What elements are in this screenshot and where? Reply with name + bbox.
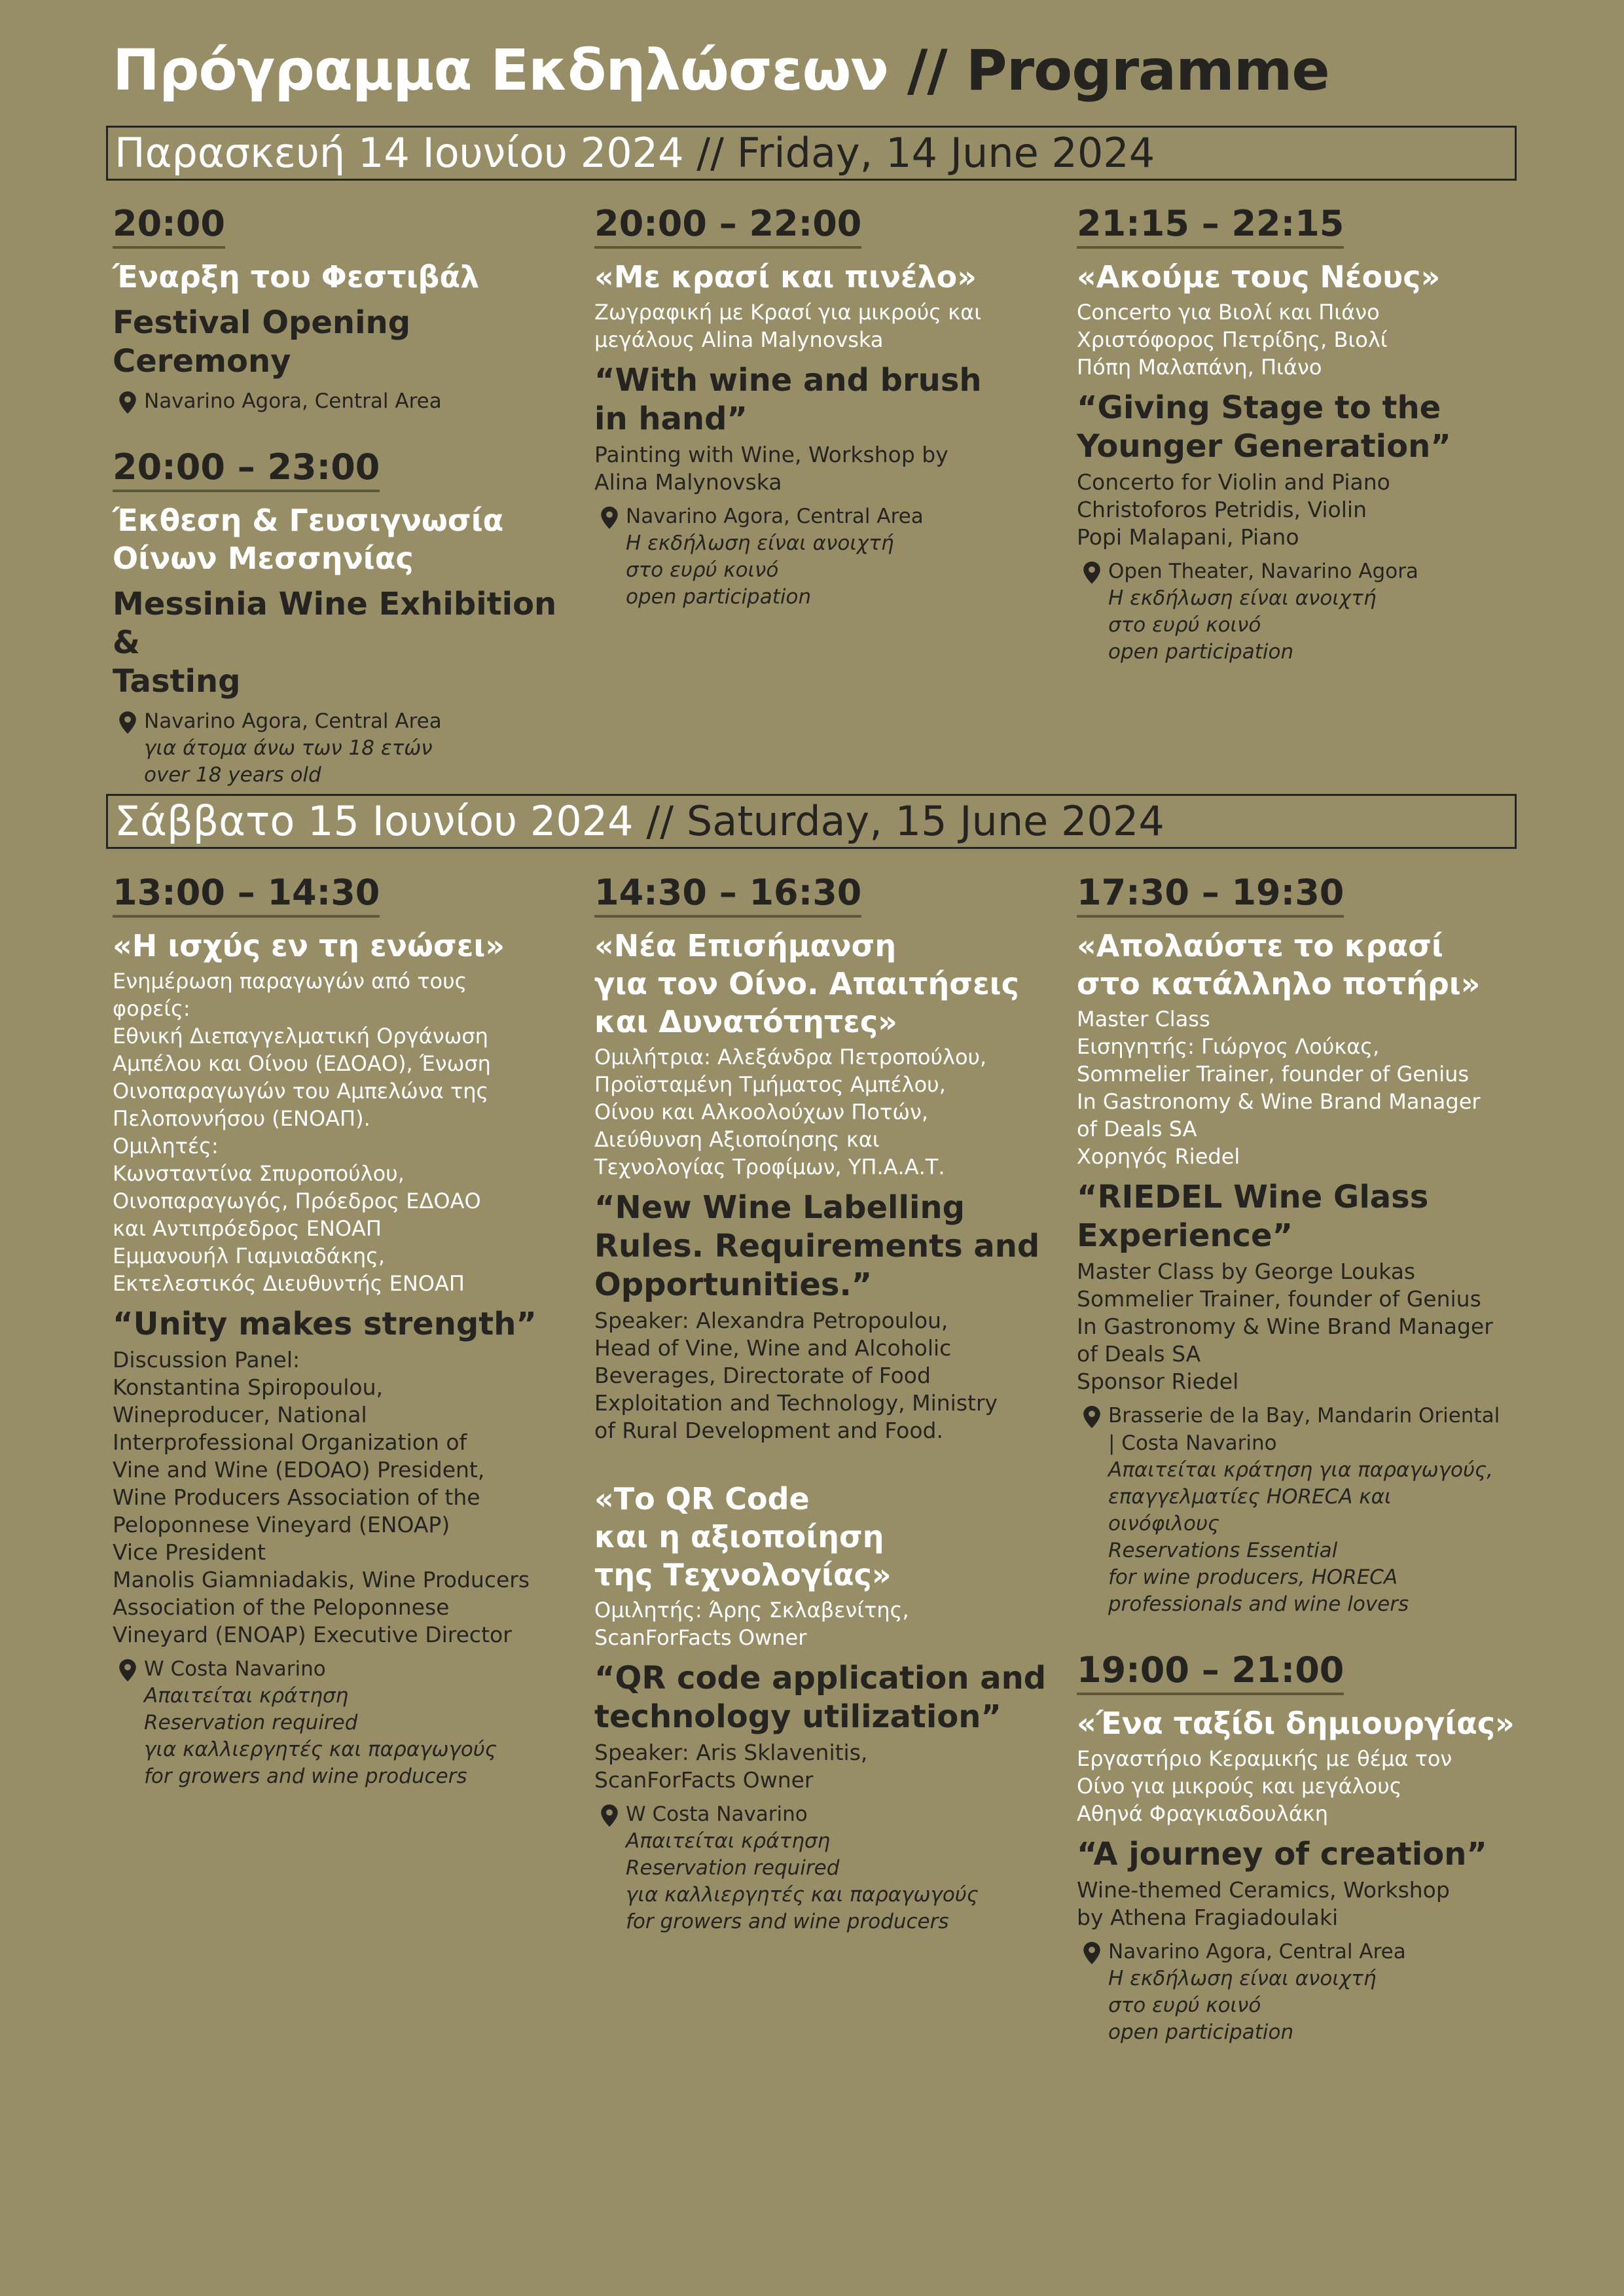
event-title-greek: «Το QR Code και η αξιοποίηση της Τεχνολογίας» bbox=[594, 1481, 892, 1592]
event-title-english: “Unity makes strength” bbox=[113, 1306, 537, 1342]
event-description-english: Wine-themed Ceramics, Workshop by Athena Fragiadoulaki bbox=[1077, 1877, 1450, 1930]
location-pin-icon bbox=[601, 507, 618, 529]
event-location-text: W Costa Navarino bbox=[626, 1803, 808, 1826]
event-time: 20:00 bbox=[113, 203, 225, 249]
event-block bbox=[113, 872, 571, 1790]
event-location bbox=[1077, 1938, 1535, 1965]
page-title-greek: Πρόγραμμα Εκδηλώσεων bbox=[113, 38, 888, 103]
event-block bbox=[1077, 1649, 1535, 2046]
location-pin-icon bbox=[119, 1659, 136, 1681]
event-title-greek: «Ένα ταξίδι δημιουργίας» bbox=[1077, 1706, 1515, 1741]
event-description-english: Discussion Panel: Konstantina Spiropoulou, Wineproducer, National Interprofessional Organization of Vine and Wine (EDOAO) President, Wine Producers Association of the Peloponnese Vineyard (ENOAP) Vice President Manolis Giamniadakis, Wine Producers Association of the Peloponnese Vineyard (ENOAP) Executive Director bbox=[113, 1347, 530, 1647]
event-description-greek: Ενημέρωση παραγωγών από τους φορείς: Εθνική Διεπαγγελματική Οργάνωση Αμπέλου και Οίνου (ΕΔΟΑΟ), Ένωση Οινοπαραγωγών του Αμπελώνα της Πελοποννήσου (ΕΝΟΑΠ). Ομιλητές: Κωνσταντίνα Σπυροπούλου, Οινοπαραγωγός, Πρόεδρος ΕΔΟΑΟ και Αντιπρόεδρος ΕΝΟΑΠ Εμμανουήλ Γιαμνιαδάκης, Εκτελεστικός Διευθυντής ΕΝΟΑΠ bbox=[113, 969, 491, 1296]
event-time: 13:00 – 14:30 bbox=[113, 872, 380, 918]
event-description-greek: Master Class Εισηγητής: Γιώργος Λούκας, Sommelier Trainer, founder of Genius In Gastronomy & Wine Brand Manager of Deals SA Χορηγός Riedel bbox=[1077, 1007, 1481, 1169]
day-header-english: Friday, 14 June 2024 bbox=[736, 129, 1155, 177]
friday-column-2 bbox=[594, 203, 1053, 611]
day-header-english: Saturday, 15 June 2024 bbox=[686, 797, 1164, 845]
event-note: Απαιτείται κράτηση Reservation required για καλλιεργητές και παραγωγούς for growers and wine producers bbox=[144, 1684, 497, 1788]
friday-column-1 bbox=[113, 203, 571, 789]
event-block bbox=[1077, 203, 1535, 666]
event-location bbox=[1077, 1402, 1535, 1457]
event-title-greek: «Με κρασί και πινέλο» bbox=[594, 259, 977, 295]
location-pin-icon bbox=[119, 391, 136, 414]
event-location bbox=[1077, 558, 1535, 585]
event-time: 14:30 – 16:30 bbox=[594, 872, 861, 918]
event-description-greek: Ζωγραφική με Κρασί για μικρούς και μεγάλους Alina Malynovska bbox=[594, 300, 982, 352]
event-title-english: “A journey of creation” bbox=[1077, 1836, 1487, 1873]
event-block bbox=[113, 203, 571, 415]
event-description-greek: Concerto για Βιολί και Πιάνο Χριστόφορος Πετρίδης, Βιολί Πόπη Μαλαπάνη, Πιάνο bbox=[1077, 300, 1388, 380]
event-description-greek: Εργαστήριο Κεραμικής με θέμα τον Οίνο για μικρούς και μεγάλους Αθηνά Φραγκιαδουλάκη bbox=[1077, 1746, 1453, 1826]
location-pin-icon bbox=[1083, 1942, 1100, 1964]
event-title-greek: «Η ισχύς εν τη ενώσει» bbox=[113, 928, 505, 963]
event-description-english: Speaker: Aris Sklavenitis, ScanForFacts Owner bbox=[594, 1740, 868, 1793]
event-note: Απαιτείται κράτηση για παραγωγούς, επαγγελματίες HORECA και οινόφιλους Reservations Essential for wine producers, HORECA professionals and wine lovers bbox=[1108, 1458, 1493, 1616]
event-note: Η εκδήλωση είναι ανοιχτή στο ευρύ κοινό open participation bbox=[626, 531, 894, 609]
event-block bbox=[594, 1480, 1053, 1935]
friday-column-3 bbox=[1077, 203, 1535, 666]
event-title-english: “QR code application and technology utilization” bbox=[594, 1660, 1047, 1735]
event-block bbox=[594, 872, 1053, 1444]
event-title-english: “Giving Stage to the Younger Generation” bbox=[1077, 389, 1451, 465]
event-title-greek: «Ακούμε τους Νέους» bbox=[1077, 259, 1441, 295]
event-description-english: Painting with Wine, Workshop by Alina Malynovska bbox=[594, 442, 948, 495]
event-description-english: Speaker: Alexandra Petropoulou, Head of Vine, Wine and Alcoholic Beverages, Directorate of Food Exploitation and Technology, Ministry of Rural Development and Food. bbox=[594, 1308, 998, 1443]
event-title-english: “New Wine Labelling Rules. Requirements and Opportunities.” bbox=[594, 1189, 1040, 1303]
event-location-text: Open Theater, Navarino Agora bbox=[1108, 560, 1418, 583]
saturday-column-2 bbox=[594, 872, 1053, 1935]
event-location bbox=[113, 387, 571, 415]
event-block bbox=[594, 203, 1053, 611]
event-location bbox=[594, 1801, 1053, 1828]
event-time: 19:00 – 21:00 bbox=[1077, 1649, 1344, 1695]
day-header-greek: Παρασκευή 14 Ιουνίου 2024 bbox=[115, 129, 684, 177]
event-time: 20:00 – 22:00 bbox=[594, 203, 861, 249]
event-block bbox=[1077, 872, 1535, 1618]
event-title-greek: Έκθεση & Γευσιγνωσία Οίνων Μεσσηνίας bbox=[113, 503, 504, 576]
event-location-text: Brasserie de la Bay, Mandarin Oriental | Costa Navarino bbox=[1108, 1404, 1500, 1455]
day-header-saturday bbox=[106, 794, 1517, 849]
page-title-english: Programme bbox=[965, 38, 1329, 103]
event-description-english: Concerto for Violin and Piano Christoforos Petridis, Violin Popi Malapani, Piano bbox=[1077, 469, 1390, 550]
event-block bbox=[113, 446, 571, 789]
day-header-friday bbox=[106, 126, 1517, 181]
event-title-greek: «Νέα Επισήμανση για τον Οίνο. Απαιτήσεις και Δυνατότητες» bbox=[594, 928, 1019, 1039]
event-title-english: Messinia Wine Exhibition & Tasting bbox=[113, 586, 557, 700]
event-time: 17:30 – 19:30 bbox=[1077, 872, 1344, 918]
event-note: Η εκδήλωση είναι ανοιχτή στο ευρύ κοινό open participation bbox=[1108, 1967, 1377, 2044]
location-pin-icon bbox=[1083, 562, 1100, 584]
location-pin-icon bbox=[601, 1804, 618, 1827]
event-title-english: “With wine and brush in hand” bbox=[594, 362, 982, 437]
event-location-text: Navarino Agora, Central Area bbox=[1108, 1940, 1406, 1964]
event-time: 21:15 – 22:15 bbox=[1077, 203, 1344, 249]
event-description-english: Master Class by George Loukas Sommelier Trainer, founder of Genius In Gastronomy & Wine Brand Manager of Deals SA Sponsor Riedel bbox=[1077, 1259, 1493, 1394]
event-location-text: Navarino Agora, Central Area bbox=[626, 505, 924, 528]
event-location bbox=[113, 708, 571, 735]
day-header-greek: Σάββατο 15 Ιουνίου 2024 bbox=[115, 797, 634, 845]
event-location bbox=[594, 503, 1053, 530]
event-description-greek: Ομιλητής: Άρης Σκλαβενίτης, ScanForFacts Owner bbox=[594, 1598, 909, 1650]
event-note: Η εκδήλωση είναι ανοιχτή στο ευρύ κοινό open participation bbox=[1108, 586, 1377, 664]
event-time: 20:00 – 23:00 bbox=[113, 446, 380, 492]
event-title-english: “RIEDEL Wine Glass Experience” bbox=[1077, 1179, 1429, 1254]
event-location-text: W Costa Navarino bbox=[144, 1657, 326, 1681]
event-location-text: Navarino Agora, Central Area bbox=[144, 709, 442, 733]
location-pin-icon bbox=[1083, 1406, 1100, 1428]
saturday-column-3 bbox=[1077, 872, 1535, 2046]
page-title-separator: // bbox=[907, 38, 947, 103]
location-pin-icon bbox=[119, 711, 136, 734]
event-note: για άτομα άνω των 18 ετών over 18 years old bbox=[144, 736, 433, 787]
page-title bbox=[113, 38, 1329, 103]
event-location bbox=[113, 1655, 571, 1683]
event-description-greek: Ομιλήτρια: Αλεξάνδρα Πετροπούλου, Προϊσταμένη Τμήματος Αμπέλου, Οίνου και Αλκοολούχων Ποτών, Διεύθυνση Αξιοποίησης και Τεχνολογίας Τροφίμων, ΥΠ.Α.Α.Τ. bbox=[594, 1045, 987, 1179]
saturday-column-1 bbox=[113, 872, 571, 1790]
event-title-greek: «Απολαύστε το κρασί στο κατάλληλο ποτήρι» bbox=[1077, 928, 1481, 1001]
event-title-english: Festival Opening Ceremony bbox=[113, 304, 411, 380]
event-location-text: Navarino Agora, Central Area bbox=[144, 389, 442, 413]
day-header-separator: // bbox=[696, 129, 725, 177]
day-header-separator: // bbox=[646, 797, 674, 845]
event-title-greek: Έναρξη του Φεστιβάλ bbox=[113, 259, 480, 295]
event-note: Απαιτείται κράτηση Reservation required για καλλιεργητές και παραγωγούς for growers and wine producers bbox=[626, 1829, 979, 1933]
